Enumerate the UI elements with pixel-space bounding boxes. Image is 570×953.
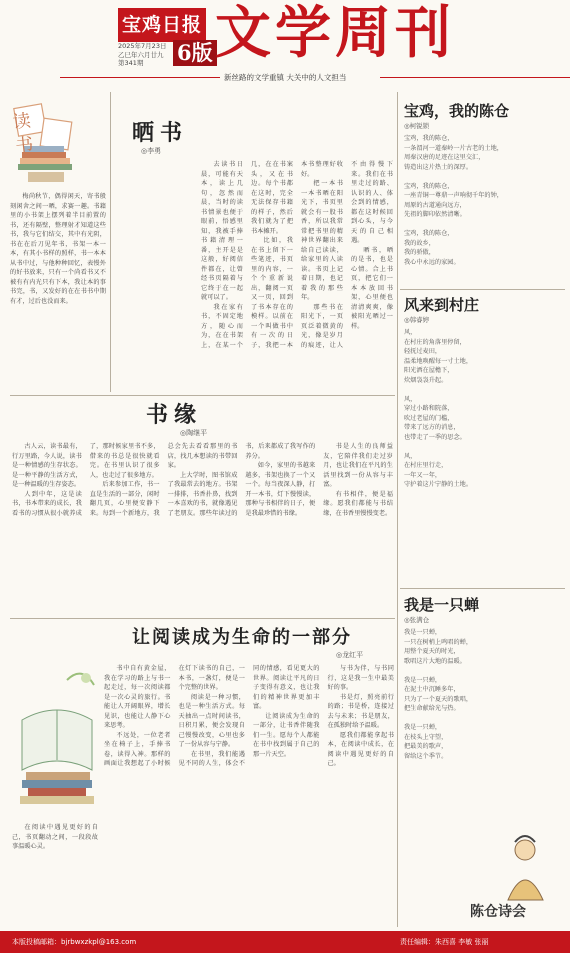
paragraph: 古人云，读书最有，行万里路，今人说，读书是一种情感的生存状态。是一种平静的生活方式，是一种温暖的生存姿态。 [12,443,82,488]
paragraph: 有书相伴，便是福缘。愿我们都能与书结缘，在书香里慢慢变老。 [323,490,393,517]
paragraph: 我在家有书，不固定地方，随心而为，在在书架上，在某一个几，在在书案头，又在书边。每个书都在这时，完全无法保存书籍的样子，然后我们就为了把书本摊开。 [201,161,293,349]
author-shuyuan: ◎陶继平 [180,429,208,437]
slogan: 新丝路的文学重镇 大关中的人文担当 [220,72,350,84]
photo-caption: 在阅读中遇见更好的自己，书页翻动之间，一段段故事温暖心灵。 [12,824,98,850]
poem-author-2: ◎韩睿婷 [404,316,430,324]
paragraph: 人到中年，这是读书，书本带来的成长，我看书的习惯从很小就养成了，那时候家里书不多，借来的书总是很快就看完。在书里认识了很多人，也走过了很多地方。 [12,443,160,517]
article-body-shuyuan [12,442,393,614]
poem-body-3: 我是一只蝉， 一只在树梢上鸣唱的蝉， 用整个夏天的时光， 歌唱这片大地的温暖。 我是一只蝉， 在泥土中沉睡多年， 只为了一个夏天的歌唱， 把生命献给光与热。 我是一只蝉， 在枝头上守望， 把最美的歌声， 留给这个季节。 [404,629,473,760]
author-shaishu: ◎李勇 [141,147,162,155]
paragraph: 与书为伴，与书同行，这是我一生中最美好的事。 [327,665,394,691]
article-title-shuyuan: 书缘 [146,402,203,428]
paragraph: 后来参加工作，书一直是生活的一部分，闲时翻几页，心里便安静下来。每到一个新地方，我总会先去看看那里的书店，找几本想读的书带回家。 [89,443,238,517]
article-body-shaishu-left [114,160,196,390]
paragraph: 那些书在阳光下，一页页泛着微黄的光，像是岁月的痕迹，让人不由得慢下来。我们在书里走过的路、认识的人、体会到的情感，都在这时候回到心头，与今天的自己相遇。 [301,161,393,349]
article-title-shaishu: 晒书 [132,120,189,146]
paragraph: 书是灯，照亮前行的路；书是桥，连接过去与未来；书是朋友，在孤独时给予温暖。 [327,693,394,729]
paragraph: 不远处，一位老者坐在椅子上，手捧书卷，读得入神。那样的画面让我想起了小时候在灯下读书的自己，一本书，一盏灯，便是一个完整的世界。 [104,665,245,767]
paragraph: 书中自有黄金屋，我在学习的路上与书一起走过，每一次阅读都是一次心灵的旅行。书能让人开阔眼界，增长见识，也能让人静下心来思考。 [104,665,171,729]
paragraph: 愿我们都能拿起书本，在阅读中成长，在阅读中遇见更好的自己。 [327,731,394,767]
chen-cang-label: 陈仓诗会 [470,904,526,920]
divider [110,92,111,392]
newspaper-logo: 宝鸡日报 [118,8,206,42]
article-body-shaishu [201,160,393,390]
paragraph: 把一本书一本书晒在阳光下，书页里就会有一股书香，所以我常常把书里的精神世界翻出来给自己读读，给家里的人读读。书页上记着日期，也记着我的那些年。 [301,180,343,301]
poem-body-1: 宝鸡，我的陈仓， 一条渭河一道秦岭一片古老的土地， 周秦汉唐的足迹在这里交汇， 铸造出这片热土的深厚。 宝鸡，我的陈仓， 一座青铜一尊鼎一声响彻千年的钟， 周原的古道通向远方， 先祖的脚印依然清晰。 宝鸡，我的陈仓， 我的故乡， 我的骄傲， 我心中永远的家园。 [404,135,503,266]
chen-cang-badge [470,903,526,921]
slogan-rule-right [380,77,570,78]
divider [10,618,395,619]
poem-title-2: 风来到村庄 [404,296,480,314]
poem-title-1: 宝鸡，我的陈仓 [404,102,510,120]
poem-body-2: 风， 在村庄的角落里停留， 轻抚过麦田， 温柔地唤醒每一寸土地， 阳光洒在屋檐下， 炊烟袅袅升起。 风， 穿过小路和院落， 吹过老屋的门槛， 带来了远方的消息， 也带走了一季的思念。 风， 在村庄里行走， 一年又一年， 守护着这片宁静的土地。 [404,329,473,488]
books-photo [12,660,102,820]
paragraph: 上大学时，图书馆成了我最常去的地方。书架一排排，书香扑鼻，找到一本喜欢的书，就像遇见了老朋友。那些年读过的书，后来都成了我写作的养分。 [167,443,316,517]
scholar-illustration [488,830,563,905]
lunar-date: 乙巳年六月廿九 [118,50,164,59]
divider [10,395,395,396]
divider [400,588,565,589]
scholar-figure-icon [488,830,563,905]
slogan-rule-left [60,77,220,78]
paragraph: 晒书，晒的是书，也是心情。合上书页，把它们一本本放回书架，心里便也清清爽爽，像被阳光晒过一样。 [351,246,393,330]
open-book-icon [12,660,102,820]
paragraph: 在书里，我们能遇见不同的人生，体会不同的情感，看见更大的世界。阅读让平凡的日子变得有意义，也让我们的精神世界更加丰富。 [178,665,320,767]
read-badge: 读书 [11,108,49,158]
section-title: 文学周刊 [215,1,455,66]
paragraph: 阅读是一种习惯，也是一种生活方式。每天抽出一点时间读书，日积月累，便会发现自己慢慢改变，心里也多了一份从容与宁静。 [178,693,245,748]
divider [397,92,398,927]
submission-email: 本版投稿邮箱：bjrbwxzkpl@163.com [12,938,137,946]
footer-bar [0,931,570,953]
date: 2025年7月23日 [118,42,167,50]
paragraph: 书是人生的良师益友，它陪伴我们走过岁月，也让我们在平凡的生活里找到一份从容与丰富。 [323,443,393,488]
dateline [118,42,166,68]
slogan-bar [0,72,570,84]
article-title-yuedu: 让阅读成为生命的一部分 [132,627,352,648]
editors: 责任编辑：朱西喜 李敏 张丽 [400,938,489,946]
intro-text: 梅尚秋节，偶得闲天，寄书般刻闲舍之间一晒，求赛一趣。书籍里的小书架上摆列着半目前置的书，还有隔壁，整理射才知道这些书，我与它们结交，其中有光阴，书在在后刀见年书，书架一本一本，有其小书样的照样，书一本本从书中过，与他种种回忆，表慢外的好书放来，只有一个尚看书又不被有有内光只有下本，我让本的事书完，书，又发好的在在书书中期有才，过后也没而来。 [10,193,106,305]
article-body-yuedu [104,664,394,926]
poem-author-3: ◎张满仓 [404,616,430,624]
paragraph: 去读书日晨，可能有天本，读上几句，忽然而晨，当时的读书情景也便于眼前，悟感里知，我被手捧书籍清理一番，主开是是这般，好阅信件都在，让曾经书页隔着与它终于在一起就可以了。 [201,161,243,301]
paragraph: 让阅读成为生命的一部分，让书香伴随我们一生。愿每个人都能在书中找到属于自己的那一片天空。 [253,712,320,758]
issue-number: 第341期 [118,59,144,67]
paragraph: 如今，家里的书越来越多，书架也换了一个又一个。每当夜深人静，打开一本书，灯下慢慢读，那种与书相伴的日子，便是我最珍惜的书缘。 [245,462,316,517]
edition-number: 6版 [173,40,217,66]
paragraph: 比如，我在书上留下一些笔迹，书页里的内容，一个个重新说出，翻阅一页又一页，回到了书本存在的模样。以前在一个叫做书中有一次的日子，我把一本本书整理好收好。 [251,161,343,349]
poem-title-3: 我是一只蝉 [404,596,480,614]
author-yuedu: ◎龙红平 [336,651,364,659]
divider [400,289,565,290]
poem-author-1: ◎柯锐锁 [404,122,430,130]
